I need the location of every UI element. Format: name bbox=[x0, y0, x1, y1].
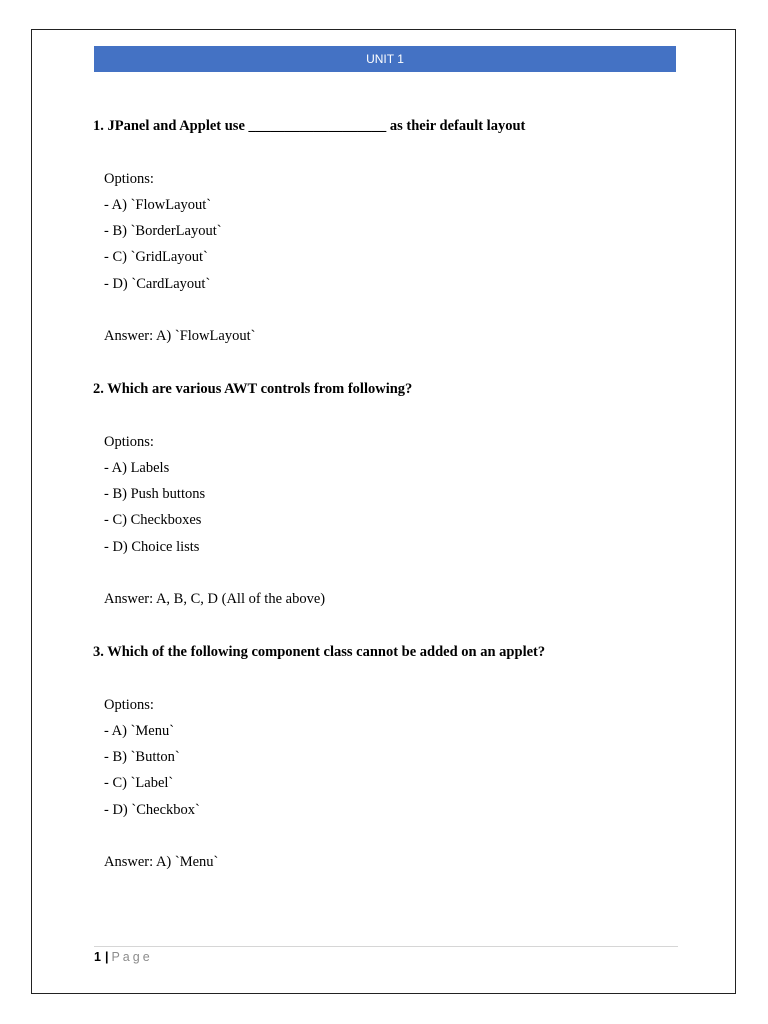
answer-3: Answer: A) `Menu` bbox=[104, 854, 219, 871]
option-item: - A) `Menu` bbox=[104, 722, 175, 739]
question-2: 2. Which are various AWT controls from following? bbox=[93, 380, 413, 397]
option-item: - A) Labels bbox=[104, 459, 170, 476]
page-footer bbox=[94, 948, 153, 966]
option-item: - C) `GridLayout` bbox=[104, 249, 208, 266]
unit-header bbox=[94, 46, 676, 72]
answer-1: Answer: A) `FlowLayout` bbox=[104, 328, 256, 345]
question-1: 1. JPanel and Applet use ___________________ as their default layout bbox=[93, 118, 526, 134]
options-label: Options: bbox=[104, 170, 154, 187]
option-item: - D) Choice lists bbox=[104, 538, 200, 555]
document-body bbox=[93, 113, 693, 876]
question-3: 3. Which of the following component class cannot be added on an applet? bbox=[93, 643, 546, 660]
option-item: - A) `FlowLayout` bbox=[104, 196, 212, 213]
answer-2: Answer: A, B, C, D (All of the above) bbox=[104, 591, 326, 608]
option-item: - B) `BorderLayout` bbox=[104, 223, 222, 240]
option-item: - C) `Label` bbox=[104, 775, 174, 792]
option-item: - B) Push buttons bbox=[104, 486, 206, 503]
unit-title: UNIT 1 bbox=[366, 52, 404, 66]
page-label: Page bbox=[111, 950, 153, 964]
option-item: - B) `Button` bbox=[104, 749, 180, 766]
option-item: - C) Checkboxes bbox=[104, 512, 202, 529]
option-item: - D) `CardLayout` bbox=[104, 275, 211, 292]
document-page bbox=[31, 29, 736, 994]
option-item: - D) `Checkbox` bbox=[104, 801, 200, 818]
footer-divider bbox=[94, 946, 678, 947]
page-number: 1 bbox=[94, 950, 101, 964]
options-label: Options: bbox=[104, 433, 154, 450]
footer-separator: | bbox=[104, 950, 109, 964]
options-label: Options: bbox=[104, 696, 154, 713]
